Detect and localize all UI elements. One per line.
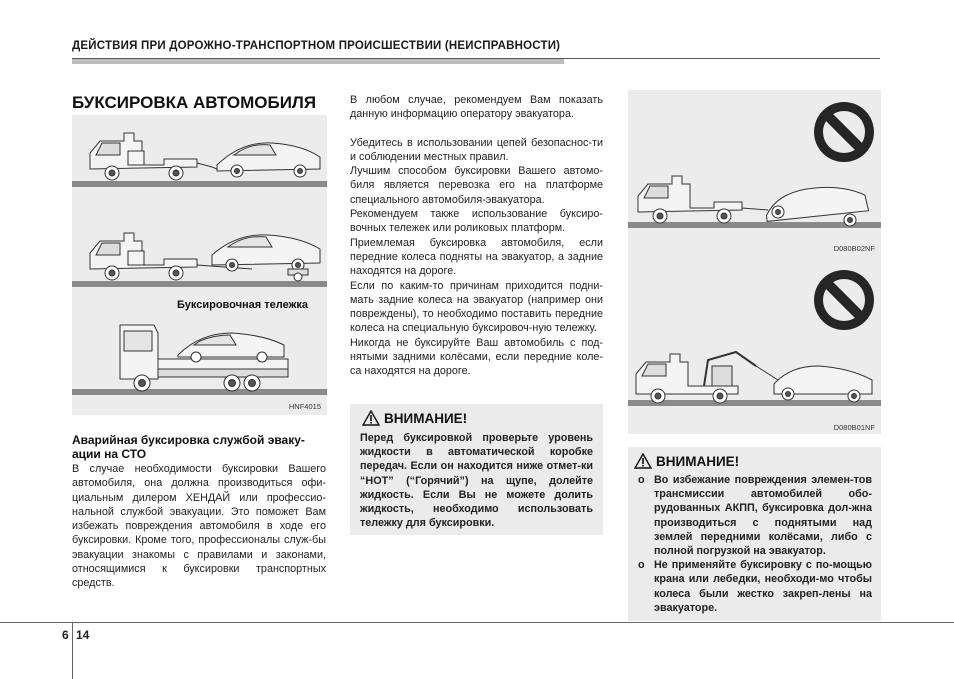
rear-lift-scene xyxy=(628,176,881,228)
dealer-tow-text: В случае необходимости буксировки Вашего автомобиля, она должна производиться офи-циальным дилером ХЕНДАЙ или профессио-нальной службой эвакуации. Это поможет Вам избежать повреждения автомобиля в ходе его буксировки. Кроме того, профессионалы служ-бы эвакуации знакомы с правилами и законами, относящимися к буксировки транспортных средств. xyxy=(72,463,326,590)
paragraph: В любом случае, рекомендуем Вам показать данную информацию оператору эвакуатора. xyxy=(350,94,603,121)
paragraph: Убедитесь в использовании цепей безопаснос-ти и соблюдении местных правил. xyxy=(350,136,603,163)
warning-triangle-icon xyxy=(634,453,652,469)
paragraph: Рекомендуем также использование буксиро-вочных тележек или роликовых платформ. xyxy=(350,208,603,235)
warning-list xyxy=(636,473,872,615)
paragraph: Никогда не буксируйте Ваш автомобиль с под-нятыми задними колёсами, если передние коле-са находятся на дороге. xyxy=(350,336,603,378)
transmission-fluid-warning xyxy=(350,404,603,535)
warning-heading-text: ВНИМАНИЕ! xyxy=(656,453,740,469)
figure-code-1: D080B02NF xyxy=(833,244,875,253)
prohibited-towing-illustration xyxy=(628,90,881,434)
section-title: БУКСИРОВКА АВТОМОБИЛЯ xyxy=(72,93,317,112)
list-item xyxy=(636,473,872,558)
transmission-damage-warning xyxy=(628,447,881,621)
tow-dolly-scene xyxy=(72,233,327,287)
crane-tow-scene xyxy=(628,352,881,406)
list-item xyxy=(636,558,872,615)
paragraph: Если по каким-то причинам приходится подни-мать задние колеса на эвакуатор (например они повреждены), то необходимо поставить передние колеса на специальную буксировоч-ную тележку. xyxy=(350,279,603,335)
paragraph: Приемлемая буксировка автомобиля, если передние колеса подняты на эвакуатор, а задние находятся на дороге. xyxy=(350,236,603,278)
header-bar xyxy=(72,59,564,64)
dolly-label: Буксировочная тележка xyxy=(177,299,308,311)
prohibited-towing-figure xyxy=(628,90,881,434)
warning-heading xyxy=(634,453,739,469)
page-number: 14 xyxy=(76,628,90,642)
list-item-text: Не применяйте буксировку с по-мощью крана или лебедки, необходи-мо чтобы колеса были жестко закреп-лены на эвакуаторе. xyxy=(654,559,872,614)
middle-column-text xyxy=(350,93,603,379)
flatbed-truck-scene xyxy=(72,325,327,395)
bullet: o xyxy=(638,559,645,572)
towing-illustration xyxy=(72,115,327,415)
dealer-tow-title: Аварийная буксировка службой эваку-ации на СТО xyxy=(72,433,305,461)
warning-heading-text: ВНИМАНИЕ! xyxy=(384,410,468,426)
flatbed-tow-scene xyxy=(72,133,327,187)
towing-methods-figure xyxy=(72,115,327,415)
footer-divider xyxy=(72,622,73,679)
warning-triangle-icon xyxy=(362,410,380,426)
section-number: 6 xyxy=(62,628,69,642)
paragraph: Лучшим способом буксировки Вашего автомо-биля является перевозка его на платформе специального автомобиля-эвакуатора. xyxy=(350,165,603,206)
figure-code: HNF4015 xyxy=(288,402,321,411)
footer-rule xyxy=(0,622,954,623)
running-header: ДЕЙСТВИЯ ПРИ ДОРОЖНО-ТРАНСПОРТНОМ ПРОИСШЕСТВИИ (НЕИСПРАВНОСТИ) xyxy=(72,40,561,52)
bullet: o xyxy=(638,474,645,486)
prohibition-icon xyxy=(814,270,874,330)
list-item-text: Во избежание повреждения элемен-тов трансмиссии автомобилей обо-рудованных АКПП, буксировка дол-жна производиться с поднятыми над землей передними колёсами, либо с полной погрузкой на эвакуатор. xyxy=(654,474,872,558)
warning-heading xyxy=(362,410,467,426)
figure-code-2: D080B01NF xyxy=(833,423,875,432)
warning-text: Перед буксировкой проверьте уровень жидкости в автоматической коробке передач. Если он находится ниже отмет-ки “НОТ” (“Горячий”) на щупе, долейте жидкость. Если Вы не можете долить жидкость, необходимо использовать тележку для буксировки. xyxy=(360,432,593,530)
prohibition-icon xyxy=(814,102,874,162)
